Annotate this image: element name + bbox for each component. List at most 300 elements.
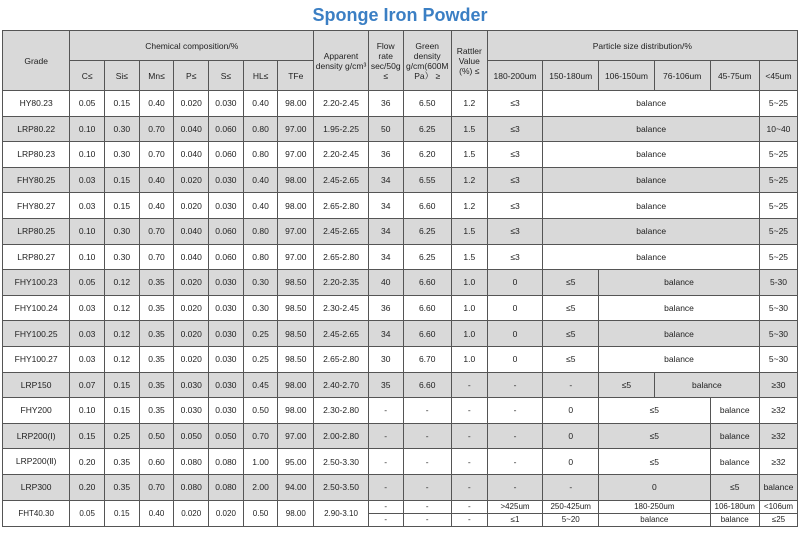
rattler-cell: 1.2 bbox=[451, 91, 487, 117]
c-cell: 0.10 bbox=[70, 218, 105, 244]
psd-cell: ≤5 bbox=[710, 474, 759, 500]
tfe-cell: 98.50 bbox=[278, 321, 314, 347]
table-row bbox=[3, 346, 798, 372]
balance-cell: balance bbox=[710, 423, 759, 449]
apparent-density-cell: 2.20-2.45 bbox=[314, 142, 369, 168]
s-cell: 0.030 bbox=[209, 193, 244, 219]
balance-cell: balance bbox=[710, 449, 759, 475]
psd-cell: 0 bbox=[487, 346, 543, 372]
rattler-cell: - bbox=[451, 500, 487, 513]
c-cell: 0.05 bbox=[70, 500, 105, 527]
grade-cell: FHY100.23 bbox=[3, 270, 70, 296]
mn-cell: 0.50 bbox=[139, 423, 174, 449]
p-cell: 0.020 bbox=[174, 270, 209, 296]
si-cell: 0.15 bbox=[104, 372, 139, 398]
size-value-cell: balance bbox=[599, 513, 710, 526]
balance-cell: balance bbox=[654, 372, 759, 398]
balance-cell: balance bbox=[543, 218, 760, 244]
mn-cell: 0.35 bbox=[139, 270, 174, 296]
table-row bbox=[3, 321, 798, 347]
col-si-header: Si≤ bbox=[104, 61, 139, 91]
c-cell: 0.05 bbox=[70, 91, 105, 117]
mn-cell: 0.40 bbox=[139, 167, 174, 193]
sponge-iron-table bbox=[2, 30, 798, 527]
p-cell: 0.020 bbox=[174, 321, 209, 347]
psd-cell: 0 bbox=[487, 270, 543, 296]
flow-rate-cell: - bbox=[368, 500, 403, 513]
s-cell: 0.020 bbox=[209, 500, 244, 527]
flow-rate-cell: 30 bbox=[368, 346, 403, 372]
p-cell: 0.020 bbox=[174, 500, 209, 527]
apparent-density-cell: 2.90-3.10 bbox=[314, 500, 369, 527]
psd-lt45-cell: 5~25 bbox=[759, 167, 797, 193]
balance-cell: balance bbox=[599, 270, 760, 296]
psd-cell: 0 bbox=[543, 423, 599, 449]
size-label-cell: >425um bbox=[487, 500, 543, 513]
flow-rate-cell: 36 bbox=[368, 295, 403, 321]
grade-cell: FHY80.27 bbox=[3, 193, 70, 219]
psd-cell: - bbox=[487, 398, 543, 424]
apparent-density-cell: 2.20-2.45 bbox=[314, 91, 369, 117]
rattler-cell: - bbox=[451, 513, 487, 526]
grade-cell: FHY80.25 bbox=[3, 167, 70, 193]
mn-cell: 0.40 bbox=[139, 500, 174, 527]
balance-cell: balance bbox=[543, 116, 760, 142]
flow-rate-cell: - bbox=[368, 513, 403, 526]
s-cell: 0.030 bbox=[209, 167, 244, 193]
col-s-header: S≤ bbox=[209, 61, 244, 91]
green-density-cell: 6.70 bbox=[403, 346, 451, 372]
green-density-cell: 6.60 bbox=[403, 321, 451, 347]
grade-header: Grade bbox=[3, 31, 70, 91]
psd-cell: ≤5 bbox=[599, 449, 710, 475]
psd-cell: - bbox=[487, 474, 543, 500]
green-density-cell: - bbox=[403, 423, 451, 449]
green-density-cell: - bbox=[403, 474, 451, 500]
balance-cell: balance bbox=[543, 142, 760, 168]
col-76-106-header: 76-106um bbox=[654, 61, 710, 91]
table-row bbox=[3, 218, 798, 244]
psd-cell: ≤3 bbox=[487, 193, 543, 219]
hl-cell: 0.80 bbox=[243, 244, 278, 270]
psd-cell: - bbox=[487, 423, 543, 449]
s-cell: 0.050 bbox=[209, 423, 244, 449]
p-cell: 0.020 bbox=[174, 295, 209, 321]
grade-cell: FHT40.30 bbox=[3, 500, 70, 527]
mn-cell: 0.70 bbox=[139, 142, 174, 168]
rattler-cell: 1.5 bbox=[451, 116, 487, 142]
p-cell: 0.020 bbox=[174, 346, 209, 372]
green-density-cell: 6.55 bbox=[403, 167, 451, 193]
s-cell: 0.030 bbox=[209, 398, 244, 424]
tfe-cell: 94.00 bbox=[278, 474, 314, 500]
psd-cell: ≤3 bbox=[487, 218, 543, 244]
mn-cell: 0.35 bbox=[139, 398, 174, 424]
rattler-cell: - bbox=[451, 372, 487, 398]
psd-lt45-cell: 5~30 bbox=[759, 346, 797, 372]
si-cell: 0.12 bbox=[104, 270, 139, 296]
psd-lt45-cell: 5~25 bbox=[759, 91, 797, 117]
apparent-density-cell: 2.20-2.35 bbox=[314, 270, 369, 296]
grade-cell: FHY200 bbox=[3, 398, 70, 424]
hl-cell: 0.80 bbox=[243, 116, 278, 142]
grade-cell: LRP80.25 bbox=[3, 218, 70, 244]
table-row bbox=[3, 167, 798, 193]
grade-cell: HY80.23 bbox=[3, 91, 70, 117]
psd-cell: 0 bbox=[543, 398, 599, 424]
psd-lt45-cell: 5-30 bbox=[759, 270, 797, 296]
col-150-180-header: 150-180um bbox=[543, 61, 599, 91]
si-cell: 0.15 bbox=[104, 91, 139, 117]
green-density-cell: 6.60 bbox=[403, 295, 451, 321]
table-row bbox=[3, 474, 798, 500]
balance-cell: balance bbox=[710, 398, 759, 424]
si-cell: 0.30 bbox=[104, 244, 139, 270]
col-hl-header: HL≤ bbox=[243, 61, 278, 91]
psd-lt45-cell: 5~25 bbox=[759, 193, 797, 219]
grade-cell: LRP200(Ⅰ) bbox=[3, 423, 70, 449]
c-cell: 0.05 bbox=[70, 270, 105, 296]
size-value-cell: balance bbox=[710, 513, 759, 526]
hl-cell: 0.70 bbox=[243, 423, 278, 449]
balance-cell: balance bbox=[543, 167, 760, 193]
c-cell: 0.20 bbox=[70, 449, 105, 475]
col-p-header: P≤ bbox=[174, 61, 209, 91]
apparent-density-cell: 2.50-3.30 bbox=[314, 449, 369, 475]
p-cell: 0.030 bbox=[174, 398, 209, 424]
psd-cell: 0 bbox=[599, 474, 710, 500]
hl-cell: 1.00 bbox=[243, 449, 278, 475]
flow-rate-cell: - bbox=[368, 449, 403, 475]
green-density-header: Green density g/cm(600M Pa） ≥ bbox=[403, 31, 451, 91]
col-tfe-header: TFe bbox=[278, 61, 314, 91]
table-row bbox=[3, 91, 798, 117]
col-45-75-header: 45-75um bbox=[710, 61, 759, 91]
col-106-150-header: 106-150um bbox=[599, 61, 655, 91]
flow-rate-cell: 34 bbox=[368, 244, 403, 270]
green-density-cell: 6.20 bbox=[403, 142, 451, 168]
psd-cell: - bbox=[487, 449, 543, 475]
si-cell: 0.15 bbox=[104, 398, 139, 424]
psd-cell: 0 bbox=[487, 295, 543, 321]
psd-cell: ≤5 bbox=[599, 372, 655, 398]
col-c-header: C≤ bbox=[70, 61, 105, 91]
flow-rate-header: Flow rate sec/50g ≤ bbox=[368, 31, 403, 91]
apparent-density-cell: 2.45-2.65 bbox=[314, 218, 369, 244]
green-density-cell: 6.25 bbox=[403, 116, 451, 142]
flow-rate-cell: 34 bbox=[368, 193, 403, 219]
tfe-cell: 98.00 bbox=[278, 193, 314, 219]
tfe-cell: 97.00 bbox=[278, 218, 314, 244]
hl-cell: 0.50 bbox=[243, 398, 278, 424]
c-cell: 0.10 bbox=[70, 116, 105, 142]
psd-lt45-cell: 5~30 bbox=[759, 295, 797, 321]
p-cell: 0.040 bbox=[174, 142, 209, 168]
apparent-density-cell: 2.65-2.80 bbox=[314, 193, 369, 219]
tfe-cell: 97.00 bbox=[278, 142, 314, 168]
table-row bbox=[3, 244, 798, 270]
mn-cell: 0.35 bbox=[139, 346, 174, 372]
rattler-cell: 1.0 bbox=[451, 270, 487, 296]
green-density-cell: 6.25 bbox=[403, 244, 451, 270]
col-180-200-header: 180-200um bbox=[487, 61, 543, 91]
s-cell: 0.030 bbox=[209, 270, 244, 296]
mn-cell: 0.35 bbox=[139, 372, 174, 398]
rattler-cell: - bbox=[451, 474, 487, 500]
c-cell: 0.10 bbox=[70, 398, 105, 424]
s-cell: 0.030 bbox=[209, 372, 244, 398]
size-label-cell: 106-180um bbox=[710, 500, 759, 513]
s-cell: 0.060 bbox=[209, 142, 244, 168]
s-cell: 0.080 bbox=[209, 449, 244, 475]
apparent-density-cell: 2.00-2.80 bbox=[314, 423, 369, 449]
si-cell: 0.25 bbox=[104, 423, 139, 449]
size-label-cell: <106um bbox=[759, 500, 797, 513]
c-cell: 0.03 bbox=[70, 346, 105, 372]
rattler-cell: 1.0 bbox=[451, 346, 487, 372]
rattler-cell: 1.0 bbox=[451, 295, 487, 321]
rattler-value-header: Rattler Value (%) ≤ bbox=[451, 31, 487, 91]
particle-size-header: Particle size distribution/% bbox=[487, 31, 797, 61]
mn-cell: 0.70 bbox=[139, 244, 174, 270]
rattler-cell: - bbox=[451, 423, 487, 449]
s-cell: 0.080 bbox=[209, 474, 244, 500]
green-density-cell: - bbox=[403, 398, 451, 424]
p-cell: 0.080 bbox=[174, 474, 209, 500]
grade-cell: LRP300 bbox=[3, 474, 70, 500]
c-cell: 0.10 bbox=[70, 142, 105, 168]
grade-cell: LRP150 bbox=[3, 372, 70, 398]
mn-cell: 0.40 bbox=[139, 91, 174, 117]
size-value-cell: ≤25 bbox=[759, 513, 797, 526]
s-cell: 0.060 bbox=[209, 116, 244, 142]
p-cell: 0.050 bbox=[174, 423, 209, 449]
s-cell: 0.030 bbox=[209, 295, 244, 321]
grade-cell: LRP80.23 bbox=[3, 142, 70, 168]
hl-cell: 0.50 bbox=[243, 500, 278, 527]
p-cell: 0.020 bbox=[174, 193, 209, 219]
psd-cell: ≤5 bbox=[599, 423, 710, 449]
s-cell: 0.060 bbox=[209, 218, 244, 244]
tfe-cell: 97.00 bbox=[278, 116, 314, 142]
apparent-density-cell: 2.50-3.50 bbox=[314, 474, 369, 500]
mn-cell: 0.70 bbox=[139, 218, 174, 244]
psd-cell: - bbox=[543, 474, 599, 500]
col-lt45-header: <45um bbox=[759, 61, 797, 91]
tfe-cell: 98.50 bbox=[278, 295, 314, 321]
flow-rate-cell: - bbox=[368, 423, 403, 449]
hl-cell: 0.30 bbox=[243, 270, 278, 296]
flow-rate-cell: 36 bbox=[368, 142, 403, 168]
mn-cell: 0.35 bbox=[139, 321, 174, 347]
s-cell: 0.060 bbox=[209, 244, 244, 270]
size-value-cell: ≤1 bbox=[487, 513, 543, 526]
psd-lt45-cell: ≥32 bbox=[759, 423, 797, 449]
grade-cell: LRP80.27 bbox=[3, 244, 70, 270]
psd-cell: 0 bbox=[487, 321, 543, 347]
psd-cell: ≤3 bbox=[487, 167, 543, 193]
balance-cell: balance bbox=[759, 474, 797, 500]
rattler-cell: - bbox=[451, 398, 487, 424]
grade-cell: FHY100.27 bbox=[3, 346, 70, 372]
si-cell: 0.12 bbox=[104, 346, 139, 372]
apparent-density-cell: 2.40-2.70 bbox=[314, 372, 369, 398]
apparent-density-cell: 2.65-2.80 bbox=[314, 244, 369, 270]
table-row bbox=[3, 449, 798, 475]
balance-cell: balance bbox=[543, 244, 760, 270]
hl-cell: 0.80 bbox=[243, 218, 278, 244]
psd-cell: ≤3 bbox=[487, 142, 543, 168]
table-row bbox=[3, 295, 798, 321]
c-cell: 0.03 bbox=[70, 295, 105, 321]
rattler-cell: 1.0 bbox=[451, 321, 487, 347]
mn-cell: 0.40 bbox=[139, 193, 174, 219]
tfe-cell: 98.50 bbox=[278, 346, 314, 372]
psd-cell: ≤5 bbox=[599, 398, 710, 424]
hl-cell: 0.40 bbox=[243, 167, 278, 193]
hl-cell: 0.45 bbox=[243, 372, 278, 398]
c-cell: 0.03 bbox=[70, 321, 105, 347]
psd-lt45-cell: ≥32 bbox=[759, 449, 797, 475]
si-cell: 0.30 bbox=[104, 142, 139, 168]
psd-lt45-cell: 5~25 bbox=[759, 142, 797, 168]
psd-lt45-cell: 10~40 bbox=[759, 116, 797, 142]
flow-rate-cell: 35 bbox=[368, 372, 403, 398]
si-cell: 0.15 bbox=[104, 500, 139, 527]
c-cell: 0.07 bbox=[70, 372, 105, 398]
psd-lt45-cell: ≥30 bbox=[759, 372, 797, 398]
psd-cell: ≤5 bbox=[543, 270, 599, 296]
rattler-cell: 1.5 bbox=[451, 218, 487, 244]
apparent-density-cell: 2.65-2.80 bbox=[314, 346, 369, 372]
psd-lt45-cell: ≥32 bbox=[759, 398, 797, 424]
rattler-cell: 1.2 bbox=[451, 193, 487, 219]
p-cell: 0.020 bbox=[174, 91, 209, 117]
psd-cell: - bbox=[487, 372, 543, 398]
flow-rate-cell: 34 bbox=[368, 167, 403, 193]
psd-cell: ≤3 bbox=[487, 91, 543, 117]
s-cell: 0.030 bbox=[209, 346, 244, 372]
flow-rate-cell: 36 bbox=[368, 91, 403, 117]
si-cell: 0.30 bbox=[104, 218, 139, 244]
tfe-cell: 98.00 bbox=[278, 500, 314, 527]
flow-rate-cell: - bbox=[368, 474, 403, 500]
table-row bbox=[3, 116, 798, 142]
psd-lt45-cell: 5~25 bbox=[759, 244, 797, 270]
table-row bbox=[3, 398, 798, 424]
hl-cell: 0.80 bbox=[243, 142, 278, 168]
tfe-cell: 98.00 bbox=[278, 91, 314, 117]
green-density-cell: - bbox=[403, 500, 451, 513]
tfe-cell: 97.00 bbox=[278, 244, 314, 270]
tfe-cell: 98.00 bbox=[278, 167, 314, 193]
tfe-cell: 98.00 bbox=[278, 372, 314, 398]
balance-cell: balance bbox=[543, 91, 760, 117]
psd-cell: ≤3 bbox=[487, 244, 543, 270]
rattler-cell: 1.5 bbox=[451, 244, 487, 270]
hl-cell: 0.40 bbox=[243, 91, 278, 117]
green-density-cell: 6.60 bbox=[403, 193, 451, 219]
c-cell: 0.15 bbox=[70, 423, 105, 449]
col-mn-header: Mn≤ bbox=[139, 61, 174, 91]
si-cell: 0.30 bbox=[104, 116, 139, 142]
flow-rate-cell: - bbox=[368, 398, 403, 424]
rattler-cell: 1.2 bbox=[451, 167, 487, 193]
green-density-cell: 6.60 bbox=[403, 372, 451, 398]
grade-cell: FHY100.25 bbox=[3, 321, 70, 347]
balance-cell: balance bbox=[599, 295, 760, 321]
hl-cell: 0.25 bbox=[243, 346, 278, 372]
si-cell: 0.15 bbox=[104, 167, 139, 193]
table-row bbox=[3, 270, 798, 296]
c-cell: 0.20 bbox=[70, 474, 105, 500]
green-density-cell: 6.25 bbox=[403, 218, 451, 244]
balance-cell: balance bbox=[599, 321, 760, 347]
apparent-density-cell: 2.30-2.80 bbox=[314, 398, 369, 424]
mn-cell: 0.60 bbox=[139, 449, 174, 475]
c-cell: 0.03 bbox=[70, 167, 105, 193]
tfe-cell: 97.00 bbox=[278, 423, 314, 449]
s-cell: 0.030 bbox=[209, 321, 244, 347]
size-value-cell: 5~20 bbox=[543, 513, 599, 526]
psd-lt45-cell: 5~25 bbox=[759, 218, 797, 244]
psd-cell: ≤3 bbox=[487, 116, 543, 142]
si-cell: 0.35 bbox=[104, 449, 139, 475]
si-cell: 0.12 bbox=[104, 295, 139, 321]
psd-cell: ≤5 bbox=[543, 321, 599, 347]
psd-cell: ≤5 bbox=[543, 295, 599, 321]
flow-rate-cell: 40 bbox=[368, 270, 403, 296]
apparent-density-cell: 2.30-2.45 bbox=[314, 295, 369, 321]
psd-lt45-cell: 5~30 bbox=[759, 321, 797, 347]
chemical-composition-header: Chemical composition/% bbox=[70, 31, 314, 61]
p-cell: 0.020 bbox=[174, 167, 209, 193]
rattler-cell: - bbox=[451, 449, 487, 475]
psd-cell: ≤5 bbox=[543, 346, 599, 372]
table-row bbox=[3, 142, 798, 168]
table-row bbox=[3, 423, 798, 449]
table-row bbox=[3, 372, 798, 398]
s-cell: 0.030 bbox=[209, 91, 244, 117]
p-cell: 0.040 bbox=[174, 218, 209, 244]
table-row bbox=[3, 193, 798, 219]
tfe-cell: 95.00 bbox=[278, 449, 314, 475]
mn-cell: 0.70 bbox=[139, 116, 174, 142]
c-cell: 0.03 bbox=[70, 193, 105, 219]
si-cell: 0.12 bbox=[104, 321, 139, 347]
flow-rate-cell: 50 bbox=[368, 116, 403, 142]
p-cell: 0.040 bbox=[174, 116, 209, 142]
grade-cell: LRP80.22 bbox=[3, 116, 70, 142]
green-density-cell: - bbox=[403, 513, 451, 526]
size-label-cell: 250-425um bbox=[543, 500, 599, 513]
green-density-cell: - bbox=[403, 449, 451, 475]
flow-rate-cell: 34 bbox=[368, 218, 403, 244]
c-cell: 0.10 bbox=[70, 244, 105, 270]
page-title: Sponge Iron Powder bbox=[312, 5, 488, 25]
si-cell: 0.35 bbox=[104, 474, 139, 500]
p-cell: 0.040 bbox=[174, 244, 209, 270]
grade-cell: FHY100.24 bbox=[3, 295, 70, 321]
apparent-density-cell: 1.95-2.25 bbox=[314, 116, 369, 142]
hl-cell: 0.25 bbox=[243, 321, 278, 347]
hl-cell: 0.30 bbox=[243, 295, 278, 321]
psd-cell: - bbox=[543, 372, 599, 398]
green-density-cell: 6.60 bbox=[403, 270, 451, 296]
apparent-density-header: Apparent density g/cm³ bbox=[314, 31, 369, 91]
si-cell: 0.15 bbox=[104, 193, 139, 219]
p-cell: 0.080 bbox=[174, 449, 209, 475]
